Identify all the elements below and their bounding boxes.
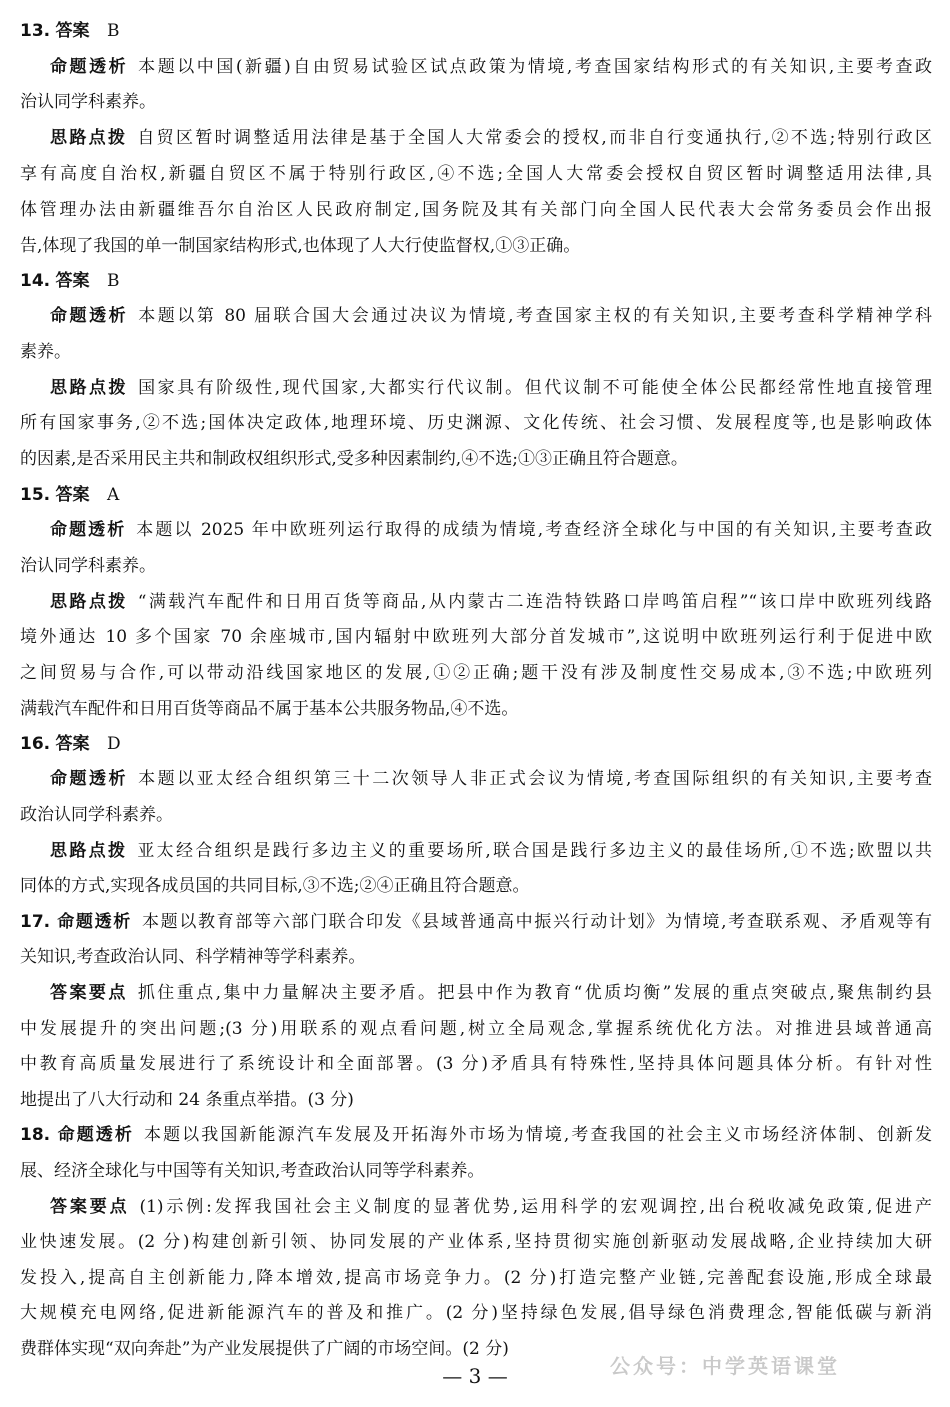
q15-hint-line-4: 满载汽车配件和日用百货等商品不属于基本公共服务物品,④不选。 — [20, 699, 519, 719]
q13-hint-text-1: 自贸区暂时调整适用法律是基于全国人大常委会的授权,而非自行变通执行,②不选;特别行政区 — [137, 128, 932, 148]
q13-insight-text-1: 本题以中国(新疆)自由贸易试验区试点政策为情境,考查国家结构形式的有关知识,主要考查政 — [138, 57, 932, 77]
q13-answer: B — [106, 21, 120, 41]
q16-hint-line-1 — [50, 840, 932, 862]
q16-answer-label: 答案 — [55, 734, 90, 754]
q13-hint-label: 思路点拨 — [50, 128, 128, 148]
q18-points-line-2: 业快速发展。(2 分)构建创新引领、协同发展的产业体系,坚持贯彻实施创新驱动发展战略,企业持续加大研 — [20, 1232, 932, 1252]
q14-hint-line-1 — [50, 377, 932, 399]
q13-hint-line-2: 享有高度自治权,新疆自贸区不属于特别行政区,④不选;全国人大常委会授权自贸区暂时调整适用法律,具 — [20, 164, 932, 184]
q16-hint-label: 思路点拨 — [50, 841, 128, 861]
q16-hint-text-1: 亚太经合组织是践行多边主义的重要场所,联合国是践行多边主义的最佳场所,①不选;欧盟以共 — [137, 841, 932, 861]
q16-hint-line-2: 同体的方式,实现各成员国的共同目标,③不选;②④正确且符合题意。 — [20, 876, 530, 896]
q16-insight-line-2: 政治认同学科素养。 — [20, 805, 173, 825]
q17-number: 17. — [20, 912, 51, 932]
q15-hint-line-3: 之间贸易与合作,可以带动沿线国家地区的发展,①②正确;题干没有涉及制度性交易成本,③不选;中欧班列 — [20, 663, 932, 683]
q14-insight-text-1: 本题以第 80 届联合国大会通过决议为情境,考查国家主权的有关知识,主要考查科学精神学科 — [138, 306, 932, 326]
q14-insight-label: 命题透析 — [50, 306, 129, 326]
q14-hint-label: 思路点拨 — [50, 378, 129, 398]
q17-points-line-2: 中发展提升的突出问题;(3 分)用联系的观点看问题,树立全局观念,掌握系统优化方法。对推进县域普通高 — [20, 1019, 932, 1039]
q18-points-line-3: 发投入,提高自主创新能力,降本增效,提高市场竞争力。(2 分)打造完整产业链,完善配套设施,形成全球最 — [20, 1268, 932, 1288]
q15-hint-line-1 — [50, 591, 932, 613]
q17-insight-line-2: 关知识,考查政治认同、科学精神等学科素养。 — [20, 947, 366, 967]
q15-answer: A — [106, 485, 120, 505]
q17-insight-text-1: 本题以教育部等六部门联合印发《县域普通高中振兴行动计划》为情境,考查联系观、矛盾观等有 — [141, 912, 933, 932]
q13-hint-line-3: 体管理办法由新疆维吾尔自治区人民政府制定,国务院及其有关部门向全国人民代表大会常务委员会作出报 — [20, 200, 932, 220]
q18-points-line-1 — [50, 1196, 932, 1218]
watermark: 公众号：中学英语课堂 — [610, 1354, 840, 1378]
q16-number: 16. — [20, 734, 51, 754]
q18-insight-label: 命题透析 — [57, 1125, 134, 1145]
q13-hint-line-1 — [50, 127, 932, 149]
q14-answer-line — [20, 270, 932, 292]
q13-insight-line-1 — [50, 56, 932, 78]
q18-number: 18. — [20, 1125, 51, 1145]
page-number: — 3 — — [442, 1364, 508, 1388]
q15-insight-text-1: 本题以 2025 年中欧班列运行取得的成绩为情境,考查经济全球化与中国的有关知识,主要考查政 — [136, 520, 932, 540]
q14-number: 14. — [20, 271, 51, 291]
q16-insight-text-1: 本题以亚太经合组织第三十二次领导人非正式会议为情境,考查国际组织的有关知识,主要考查 — [138, 769, 932, 789]
q13-insight-line-2: 治认同学科素养。 — [20, 92, 156, 112]
q14-answer-label: 答案 — [55, 271, 90, 291]
q16-insight-line-1 — [50, 768, 932, 790]
q18-insight-text-1: 本题以我国新能源汽车发展及开拓海外市场为情境,考查我国的社会主义市场经济体制、创新发 — [143, 1125, 933, 1145]
q16-answer: D — [106, 734, 121, 754]
q14-hint-line-3: 的因素,是否采用民主共和制政权组织形式,受多种因素制约,④不选;①③正确且符合题意。 — [20, 449, 688, 469]
q17-points-line-3: 中教育高质量发展进行了系统设计和全面部署。(3 分)矛盾具有特殊性,坚持具体问题具体分析。有针对性 — [20, 1054, 932, 1074]
q15-answer-label: 答案 — [55, 485, 90, 505]
q15-insight-line-1 — [50, 519, 932, 541]
q14-insight-line-2: 素养。 — [20, 342, 71, 362]
q17-insight-label: 命题透析 — [57, 912, 132, 932]
q15-insight-line-2: 治认同学科素养。 — [20, 556, 156, 576]
q17-points-label: 答案要点 — [50, 983, 128, 1003]
q15-answer-line — [20, 484, 932, 506]
q13-number: 13. — [20, 21, 51, 41]
q14-hint-text-1: 国家具有阶级性,现代国家,大都实行代议制。但代议制不可能使全体公民都经常性地直接管理 — [138, 378, 932, 398]
q14-answer: B — [106, 271, 120, 291]
q13-answer-label: 答案 — [55, 21, 90, 41]
q13-insight-label: 命题透析 — [50, 57, 129, 77]
q15-number: 15. — [20, 485, 51, 505]
q18-points-line-5: 费群体实现“双向奔赴”为产业发展提供了广阔的市场空间。(2 分) — [20, 1339, 509, 1359]
q18-insight-line-2: 展、经济全球化与中国等有关知识,考查政治认同等学科素养。 — [20, 1161, 485, 1181]
q18-points-line-4: 大规模充电网络,促进新能源汽车的普及和推广。(2 分)坚持绿色发展,倡导绿色消费理念,智能低碳与新消 — [20, 1303, 932, 1323]
q13-answer-line — [20, 20, 932, 42]
q17-insight-line-1 — [20, 911, 932, 933]
q18-points-text-1: (1)示例:发挥我国社会主义制度的显著优势,运用科学的宏观调控,出台税收减免政策,促进产 — [139, 1197, 932, 1217]
q15-hint-label: 思路点拨 — [50, 592, 128, 612]
q16-answer-line — [20, 733, 932, 755]
q15-hint-text-1: “满载汽车配件和日用百货等商品,从内蒙古二连浩特铁路口岸鸣笛启程”“该口岸中欧班列线路 — [137, 592, 933, 612]
q17-points-line-4: 地提出了八大行动和 24 条重点举措。(3 分) — [20, 1090, 354, 1110]
q13-hint-line-4: 告,体现了我国的单一制国家结构形式,也体现了人大行使监督权,①③正确。 — [20, 236, 581, 256]
q16-insight-label: 命题透析 — [50, 769, 129, 789]
q18-points-label: 答案要点 — [50, 1197, 130, 1217]
q18-insight-line-1 — [20, 1124, 932, 1146]
q15-insight-label: 命题透析 — [50, 520, 127, 540]
q14-insight-line-1 — [50, 305, 932, 327]
q17-points-text-1: 抓住重点,集中力量解决主要矛盾。把县中作为教育“优质均衡”发展的重点突破点,聚焦制约县 — [137, 983, 932, 1003]
q14-hint-line-2: 所有国家事务,②不选;国体决定政体,地理环境、历史渊源、文化传统、社会习惯、发展程度等,也是影响政体 — [20, 413, 932, 433]
q17-points-line-1 — [50, 982, 932, 1004]
q15-hint-line-2: 境外通达 10 多个国家 70 余座城市,国内辐射中欧班列大部分首发城市”,这说明中欧班列运行利于促进中欧 — [20, 627, 932, 647]
